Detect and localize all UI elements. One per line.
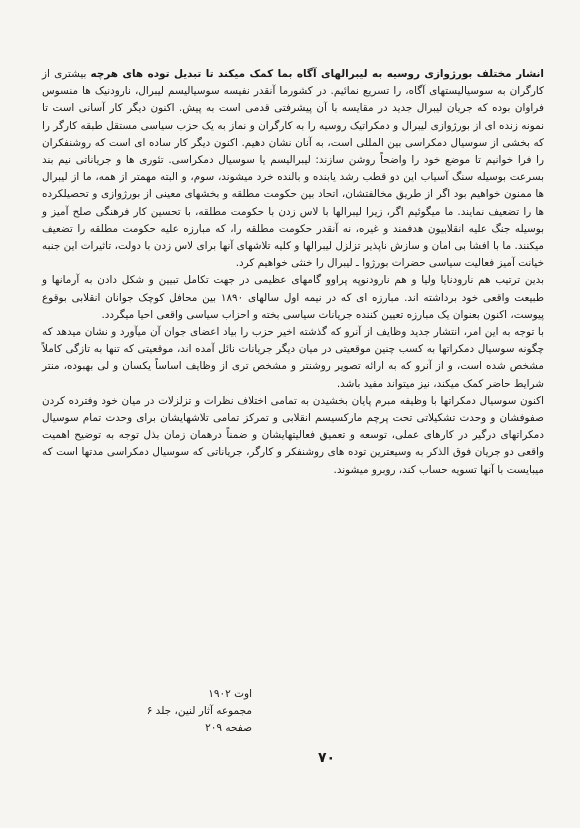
paragraph-1-text: بیشتری از کارگران به سوسیالیستهای آگاه، را تسریع نمائیم. در کشورما آنقدر نفیسه سوسیالیسم لیبرال، نارودنیک ها منسوس فراوان بوده که جریان لیبرال جدید در مقایسه با آن پیشرفتی قدمی است به پیش. اکنون دیگر کار آسانی است تا نمونه زنده ای از بورژوازی لیبرال و دمکراتیک روسیه را به کارگران و نماز به یک حزب سیاسی مستقل طبقه کارگر را که بخشی از سوسیال دمکراسی بین المللی است، به آنان نشان دهیم. اکنون دیگر کار ساده ای است که روشنفکران را فرا خوانیم تا موضع خود را واضحاً روشن سازند: لیبرالیسم یا سوسیال دمکراسی. تئوری ها و جریاناتی نیم بند بسرعت بوسیله سنگ آسیاب این دو قطب رشد یابنده و بالنده خرد میشوند، سوم، و البته مهمتر از همه، ما از لیبرال ها ممنون خواهیم بود اگر از طریق مخالفتشان، اتحاد بین حکومت مطلقه و بخشهای معینی از بورژوازی و تحصیلکرده ها را تضعیف نمایند. ما میگوئیم اگر، زیرا لیبرالها با لاس زدن با حکومت مطلقه، با تحسین کار فرهنگی صلح آمیز و بوسیله جنگ علیه انقلابیون هدفمند و غیره، نه آنقدر حکومت مطلقه را، که مبارزه علیه حکومت مطلقه را تضعیف میکنند. ما با افشا بی امان و سازش ناپذیر تزلزل لیبرالها و کلیه تلاشهای آنها برای لاس زدن با دولت، تاثیرات این جنبه خیانت آمیز فعالیت سیاسی حضرات بورژوا ـ لیبرال را خنثی خواهیم کرد. bbox=[42, 68, 544, 270]
citation-page: صفحه ۲۰۹ bbox=[205, 722, 252, 734]
paragraph-1 bbox=[42, 66, 544, 272]
paragraph-2: بدین ترتیب هم نارودنایا ولیا و هم نارودنوپه پراوو گامهای عظیمی در جهت تکامل تبیین و شکل دادن به آرمانها و طبیعت واقعی خود برداشته اند. مبارزه ای که در نیمه اول سالهای ۱۸۹۰ بین محافل کوچک جوانان انقلابی بوقوع پیوست، اکنون بعنوان یک مبارزه تعیین کننده جریانات سیاسی بخته و احزاب سیاسی واقعی احیا میگردد. bbox=[42, 274, 545, 321]
paragraph-4: اکنون سوسیال دمکراتها با وظیفه مبرم پایان بخشیدن به تمامی اختلاف نظرات و تزلزلات در میان خود وفترده کردن صفوفشان و وحدت تشکیلاتی تحت پرچم مارکسیسم انقلابی و تمرکز تمامی تلاشهایشان برای وحدت تمام سوسیال دمکراتهای درگیر در کارهای عملی، توسعه و تعمیق فعالیتهایشان و ضمناً درهمان زمان بذل توجه به توضیح اهمیت واقعی دو جریان فوق الذکر به وسیعترین توده های روشنفکر و کارگر، جریاناتی که سوسیال دمکراسی مدتها است که میبایست با آنها تسویه حساب کند، روبرو میشوند. bbox=[42, 394, 544, 476]
paragraph-1-lead: انشار مختلف بورژوازی روسیه به لیبرالهای آگاه بما کمک میکند تا تبدیل توده های هرچه bbox=[90, 68, 544, 80]
citation-collection: مجموعه آثار لنین، جلد ۶ bbox=[146, 705, 252, 717]
body-text bbox=[42, 66, 544, 479]
paragraph-3: با توجه به این امر، انتشار جدید وظایف از آنرو که گذشته اخیر حزب را بیاد اعضای جوان آن میآورد و نشان میدهد که چگونه سوسیال دمکراتها به کسب چنین موقعیتی در میان دیگر جریانات نائل آمده اند، موقعیتی که تنها به تازگی کاملاً مشخص شده است، و از آنرو که به ارائه تصویر روشنتر و مشخص تری از وظایف اساساً یکسان و لی بهبوده، منتر شرایط حاضر کمک میکند، نیز میتواند مفید باشد. bbox=[42, 326, 544, 390]
source-citation bbox=[92, 686, 252, 737]
citation-date: اوت ۱۹۰۲ bbox=[208, 688, 252, 700]
page-number: ۷۰ bbox=[318, 750, 336, 766]
